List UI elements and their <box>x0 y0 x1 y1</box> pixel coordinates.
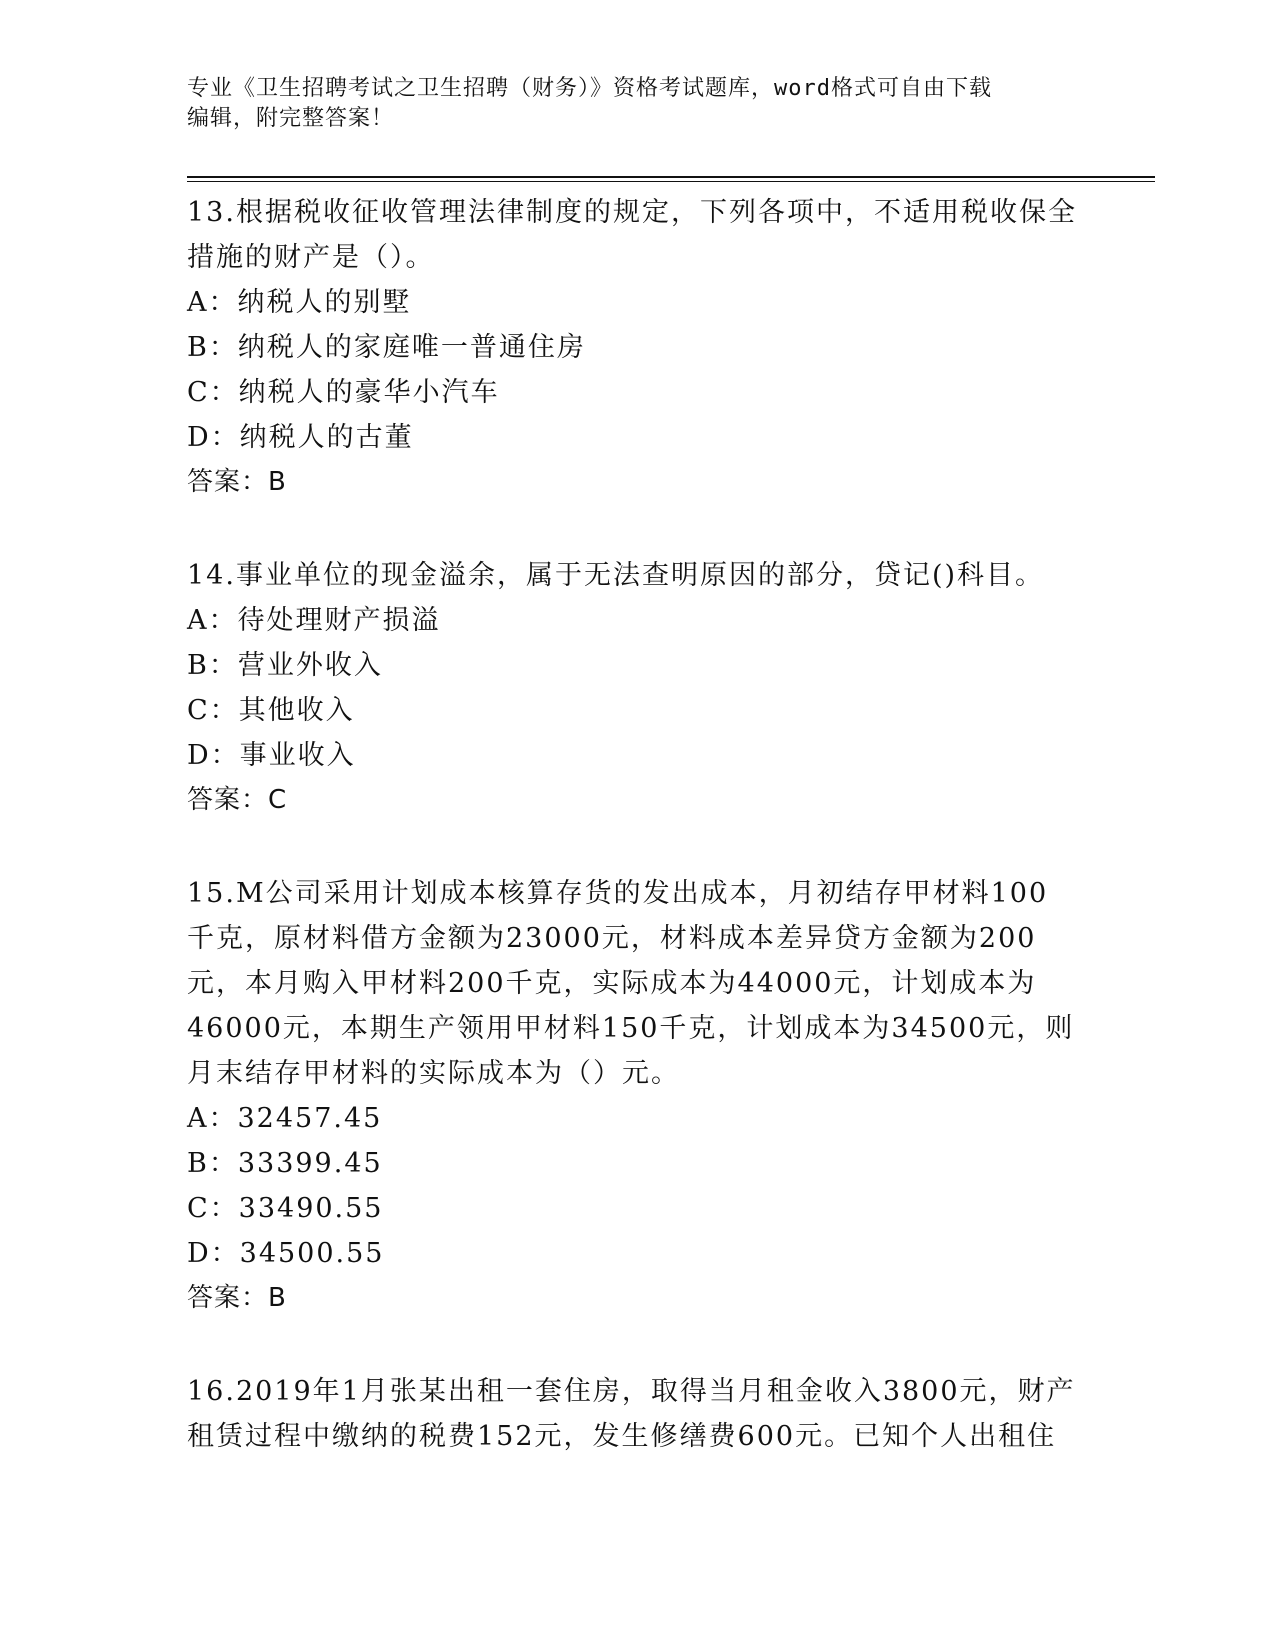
question-15 <box>187 871 1077 1321</box>
header-divider-thin <box>187 181 1155 182</box>
header-divider-thick <box>187 176 1155 178</box>
option-a: A：待处理财产损溢 <box>187 605 441 636</box>
header-line-1: 专业《卫生招聘考试之卫生招聘（财务）》资格考试题库，word格式可自由下载 <box>187 76 992 101</box>
option-b: B：营业外收入 <box>187 650 383 681</box>
header-line-2: 编辑，附完整答案！ <box>187 106 395 131</box>
question-text: 16.2019年1月张某出租一套住房，取得当月租金收入3800元，财产租赁过程中缴纳的税费152元，发生修缮费600元。已知个人出租住 <box>187 1376 1076 1452</box>
answer-line: 答案：B <box>187 467 287 497</box>
question-14 <box>187 553 1077 823</box>
question-16 <box>187 1369 1077 1459</box>
option-c: C：33490.55 <box>187 1193 384 1224</box>
question-13 <box>187 190 1077 505</box>
option-d: D：34500.55 <box>187 1238 385 1269</box>
option-a: A：纳税人的别墅 <box>187 287 412 318</box>
option-b: B：纳税人的家庭唯一普通住房 <box>187 332 586 363</box>
option-a: A：32457.45 <box>187 1103 383 1134</box>
question-text: 14.事业单位的现金溢余，属于无法查明原因的部分，贷记()科目。 <box>187 560 1045 591</box>
option-d: D：纳税人的古董 <box>187 422 414 453</box>
document-header <box>187 74 1087 134</box>
answer-line: 答案：C <box>187 785 288 815</box>
question-text: 15.M公司采用计划成本核算存货的发出成本，月初结存甲材料100千克，原材料借方金额为23000元，材料成本差异贷方金额为200元，本月购入甲材料200千克，实际成本为44000元，计划成本为46000元，本期生产领用甲材料150千克，计划成本为34500元，则月末结存甲材料的实际成本为（）元。 <box>187 878 1075 1089</box>
option-b: B：33399.45 <box>187 1148 383 1179</box>
option-d: D：事业收入 <box>187 740 356 771</box>
option-c: C：纳税人的豪华小汽车 <box>187 377 500 408</box>
question-list <box>187 190 1077 1507</box>
question-text: 13.根据税收征收管理法律制度的规定，下列各项中，不适用税收保全措施的财产是（）。 <box>187 197 1077 273</box>
answer-line: 答案：B <box>187 1283 287 1313</box>
option-c: C：其他收入 <box>187 695 355 726</box>
